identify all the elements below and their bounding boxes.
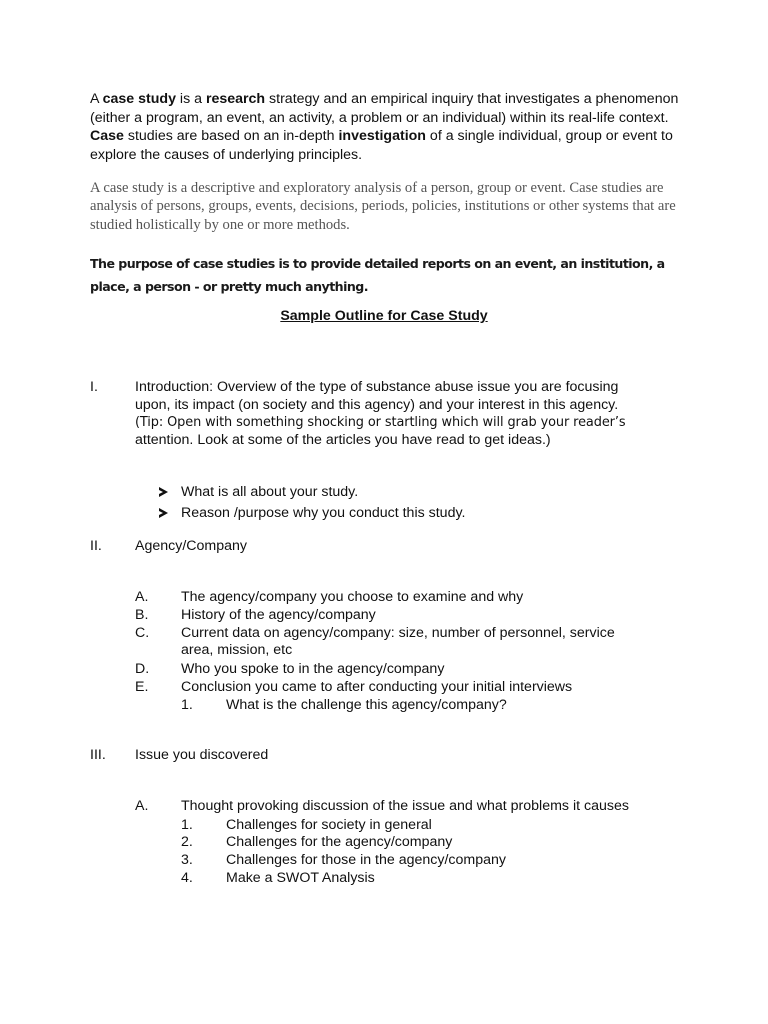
sub-item-number: 1. <box>181 817 193 833</box>
sub-item-number: 3. <box>181 852 193 868</box>
purpose-paragraph: The purpose of case studies is to provide detailed reports on an event, an institution, a place, a person - or pretty much anything. <box>90 256 665 294</box>
section-1-number: I. <box>90 379 98 395</box>
bullet-item-1: What is all about your study. <box>181 484 359 500</box>
bullet-item-2: Reason /purpose why you conduct this study. <box>181 505 466 521</box>
item-letter: D. <box>135 661 150 677</box>
p1-text-c: is a <box>175 91 206 107</box>
item-letter: A. <box>135 589 149 605</box>
section-1-line-1: Introduction: Overview of the type of substance abuse issue you are focusing <box>135 379 619 395</box>
section-3-number: III. <box>90 747 106 763</box>
sub-item-number: 1. <box>181 697 193 713</box>
p1-text-d: strategy and an empirical inquiry that investigates a phenomenon (either a program, an event, an activity, a problem or an individual) within its real-life context. <box>90 91 679 126</box>
item-letter: A. <box>135 798 149 814</box>
descriptive-paragraph: A case study is a descriptive and exploratory analysis of a person, group or event. Case studies are analysis of persons, groups, events, decisions, periods, policies, institutions or other systems that are studied holistically by one or more methods. <box>90 180 676 233</box>
list-item: Who you spoke to in the agency/company <box>181 661 445 677</box>
list-item: The agency/company you choose to examine and why <box>181 589 524 605</box>
arrow-bullet-icon <box>159 487 168 497</box>
p1-bold-case-study: case study <box>102 91 176 107</box>
section-1-tip-line: (Tip: Open with something shocking or startling which will grab your reader’s <box>135 415 626 430</box>
sub-item: Challenges for society in general <box>226 817 432 833</box>
section-2-number: II. <box>90 538 102 554</box>
item-letter: E. <box>135 679 149 695</box>
p1-bold-research: research <box>205 91 266 107</box>
sub-item: Make a SWOT Analysis <box>226 870 375 886</box>
list-item-continued: area, mission, etc <box>181 642 293 658</box>
arrow-bullet-icon <box>159 508 168 518</box>
p1-bold-investigation: investigation <box>338 128 426 145</box>
list-item: History of the agency/company <box>181 607 376 623</box>
outline-heading: Sample Outline for Case Study <box>280 308 488 324</box>
list-item: Thought provoking discussion of the issue and what problems it causes <box>181 798 629 814</box>
list-item: Conclusion you came to after conducting your initial interviews <box>181 679 573 695</box>
p1-text-a: A <box>90 91 103 107</box>
sub-item: Challenges for the agency/company <box>226 834 453 850</box>
sub-item-number: 2. <box>181 834 193 850</box>
sub-item: What is the challenge this agency/company? <box>226 697 507 713</box>
sub-item-number: 4. <box>181 870 193 886</box>
sub-item: Challenges for those in the agency/company <box>226 852 506 868</box>
p1-text-f: of a single individual, group or event to explore the causes of underlying principles. <box>90 128 673 163</box>
p1-bold-case: Case <box>90 128 124 145</box>
list-item: Current data on agency/company: size, number of personnel, service <box>181 625 615 641</box>
item-letter: C. <box>135 625 150 641</box>
section-3-title: Issue you discovered <box>135 747 269 763</box>
section-2-title: Agency/Company <box>135 538 247 554</box>
definition-paragraph <box>90 90 690 164</box>
p1-text-e: studies are based on an in-depth <box>123 128 339 145</box>
section-1-line-4: attention. Look at some of the articles you have read to get ideas.) <box>135 432 551 448</box>
item-letter: B. <box>135 607 149 623</box>
section-1-line-2: upon, its impact (on society and this agency) and your interest in this agency. <box>135 397 619 413</box>
